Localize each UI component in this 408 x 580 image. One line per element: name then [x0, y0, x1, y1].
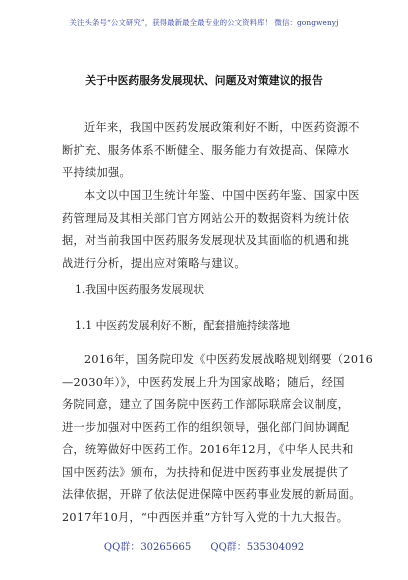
paragraph-line: 平持续加强。	[62, 166, 131, 179]
paragraph-line: 药管理局及其相关部门官方网站公开的数据资料为统计依	[62, 211, 350, 225]
header-notice: 关注头条号“公文研究”，获得最新最全最专业的公文资料库！ 微信：gongwenyj	[69, 18, 339, 27]
paragraph-line: 据，对当前我国中医药服务发展现状及其面临的机遇和挑	[62, 234, 350, 247]
section-heading-1: 1.我国中医药服务发展现状	[75, 283, 205, 296]
paragraph-line: 进一步加强对中医药工作的组织领导，强化部门间协调配	[62, 420, 350, 434]
footer-contact	[0, 538, 408, 553]
section-heading-1-1: 1.1 中医药发展利好不断，配套措施持续落地	[75, 319, 290, 332]
paragraph-line: 务院同意，建立了国务院中医药工作部际联席会议制度，	[62, 398, 350, 411]
paragraph-sources	[62, 185, 360, 275]
paragraph-line: 断扩充、服务体系不断健全、服务能力有效提高、保障水	[62, 143, 350, 157]
paragraph-line: 2017年10月，“中西医并重”方针写入党的十九大报告。	[62, 510, 349, 524]
paragraph-line: 法律依据，开辟了依法促进保障中医药事业发展的新局面。	[62, 488, 361, 501]
paragraph-policy	[62, 349, 374, 529]
paragraph-line: 近年来，我国中医药发展政策利好不断，中医药资源不	[84, 121, 360, 134]
paragraph-line: 合，统筹做好中医药工作。2016年12月，《中华人民共和	[62, 443, 354, 456]
paragraph-intro	[62, 117, 360, 185]
paragraph-line: —2030年）》，中医药发展上升为国家战略；随后，经国	[62, 375, 345, 389]
qq-group-1: QQ群：30265665	[103, 542, 192, 553]
paragraph-line: 战进行分析，提出应对策略与建议。	[62, 256, 246, 270]
paragraph-line: 国中医药法》颁布，为扶持和促进中医药事业发展提供了	[62, 465, 350, 479]
document-title: 关于中医药服务发展现状、问题及对策建议的报告	[85, 74, 323, 87]
qq-group-2: QQ群：535304092	[210, 542, 305, 553]
paragraph-line: 本文以中国卫生统计年鉴、中国中医药年鉴、国家中医	[84, 189, 360, 202]
paragraph-line: 2016年，国务院印发《中医药发展战略规划纲要（2016	[84, 353, 374, 366]
